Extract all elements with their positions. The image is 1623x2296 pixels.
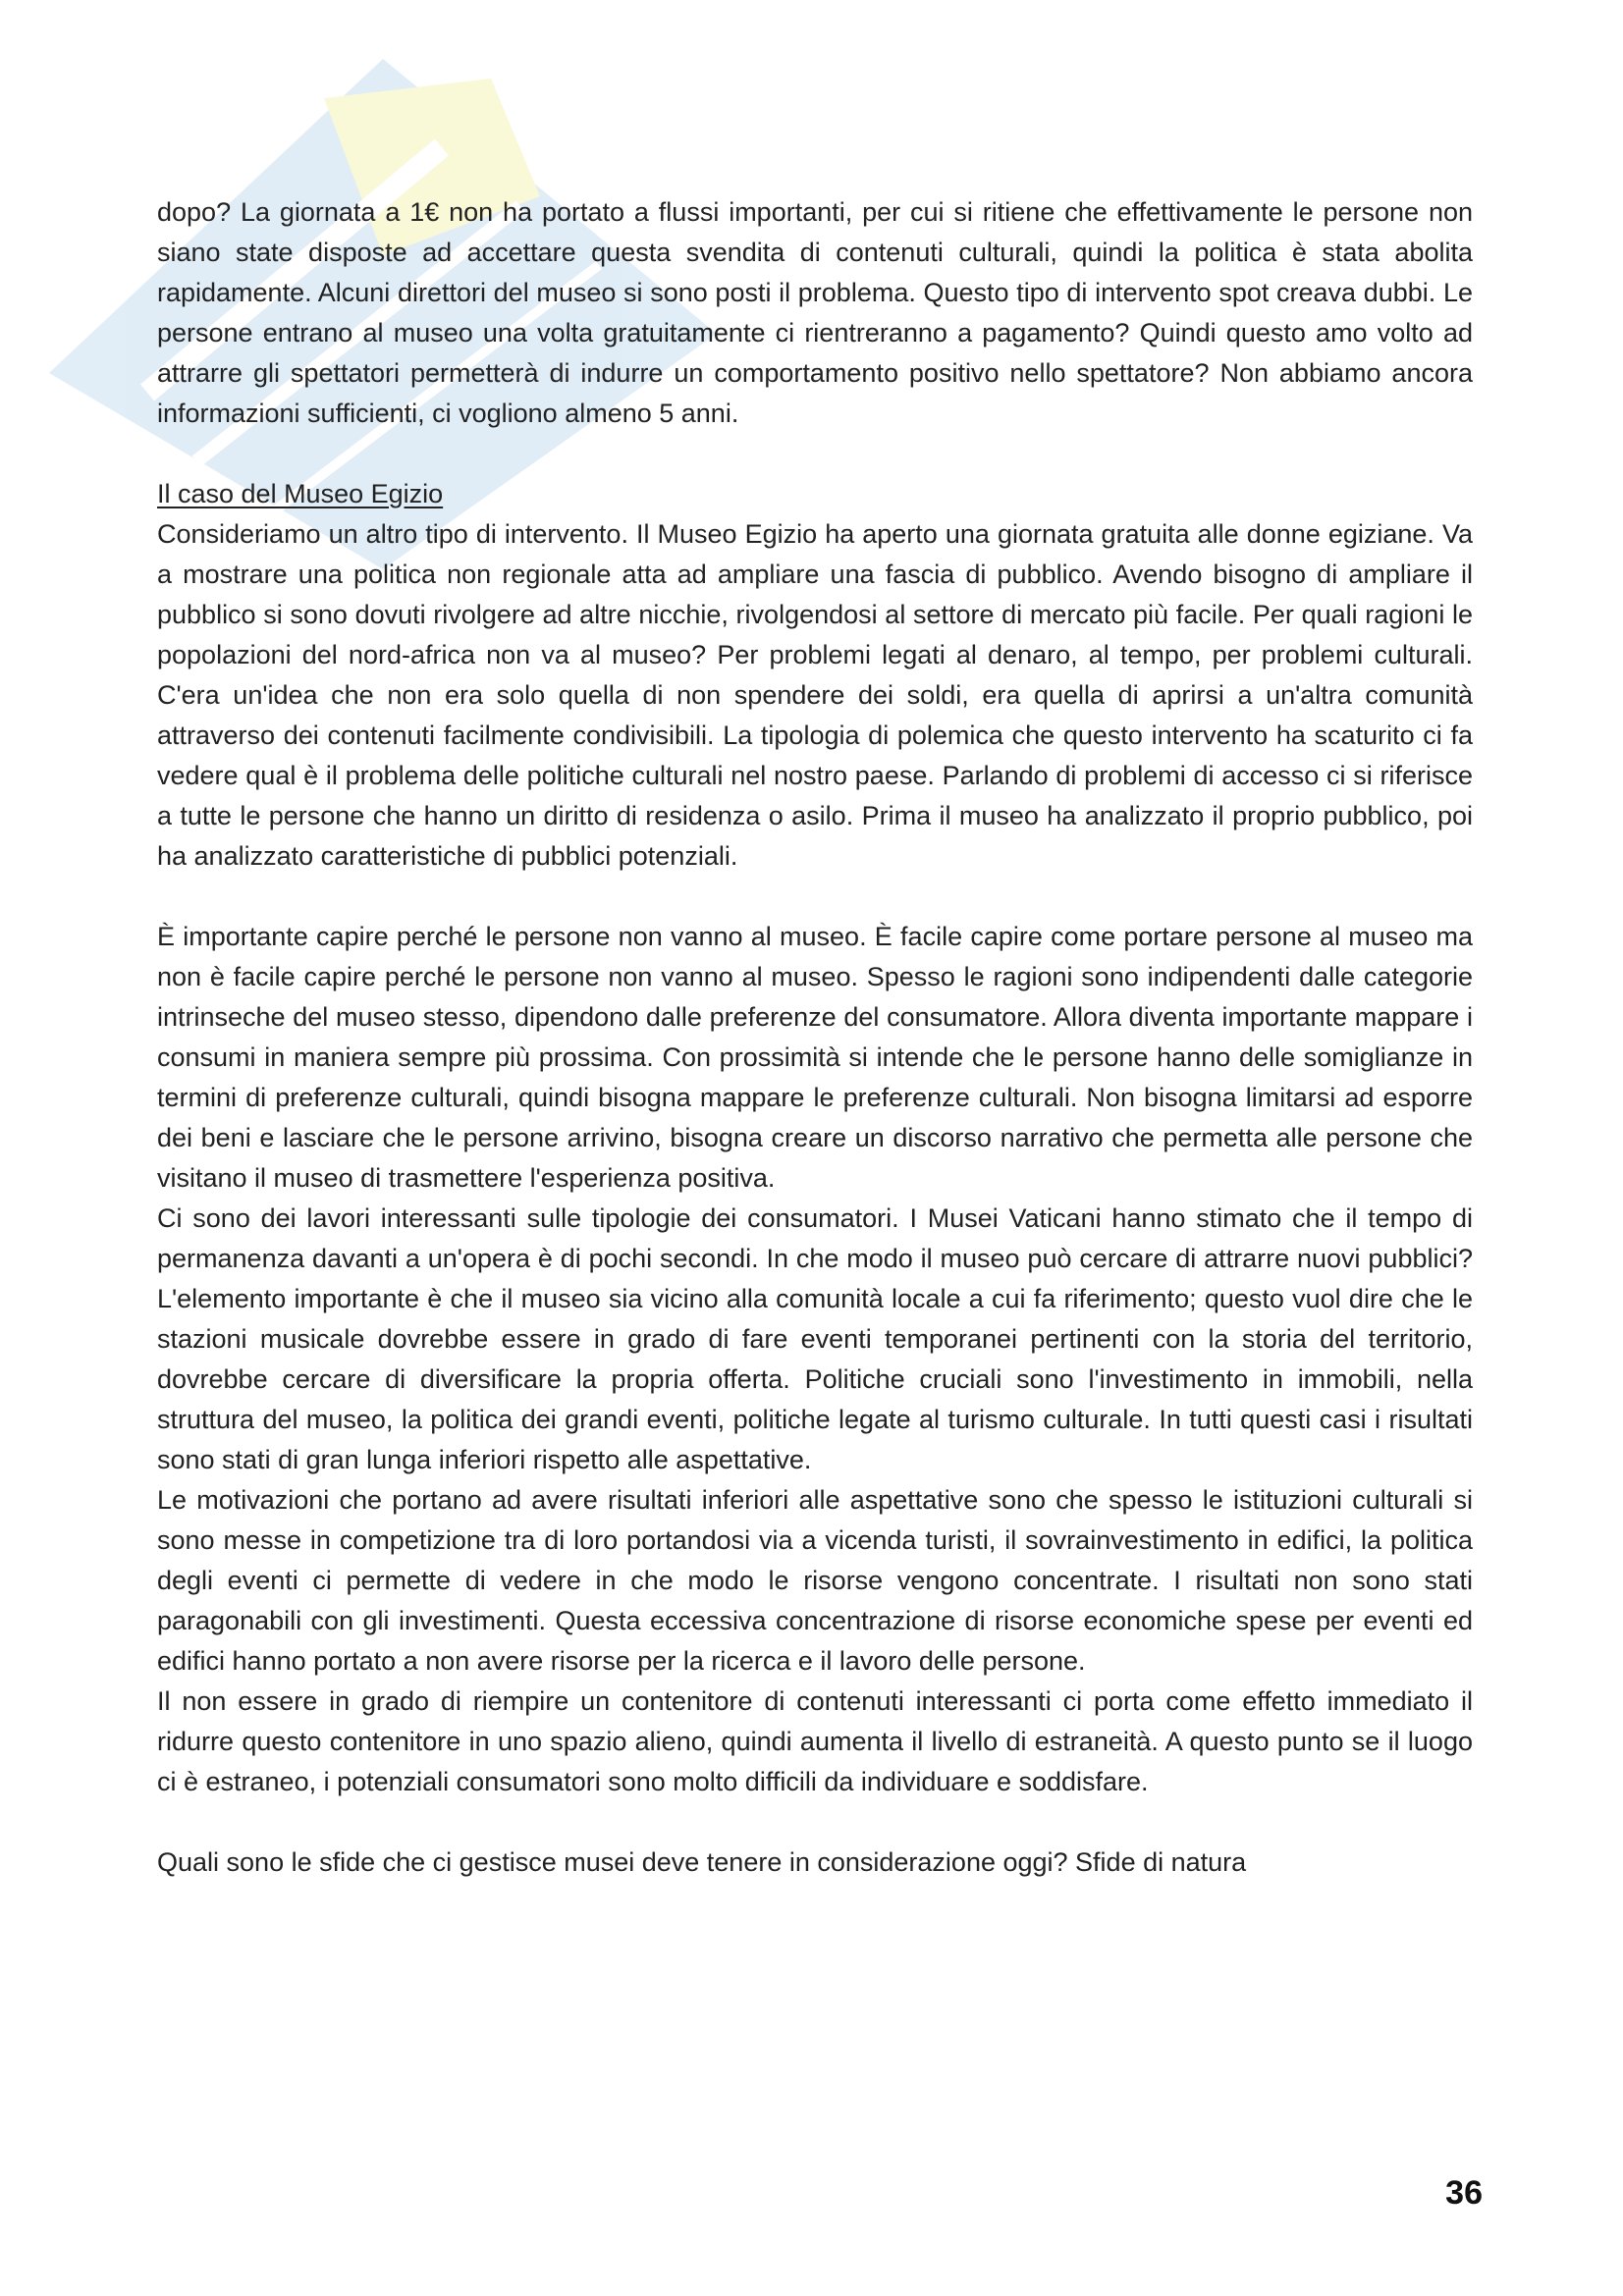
paragraph-2: Consideriamo un altro tipo di intervento. Il Museo Egizio ha aperto una giornata gratuita alle donne egiziane. Va a mostrare una politica non regionale atta ad ampliare una fascia di pubblico. Avendo bisogno di ampliare il pubblico si sono dovuti rivolgere ad altre nicchie, rivolgendosi al settore di mercato più facile. Per quali ragioni le popolazioni del nord-africa non va al museo? Per problemi legati al denaro, al tempo, per problemi culturali. C'era un'idea che non era solo quella di non spendere dei soldi, era quella di aprirsi a un'altra comunità attraverso dei contenuti facilmente condivisibili. La tipologia di polemica che questo intervento ha scaturito ci fa vedere qual è il problema delle politiche culturali nel nostro paese. Parlando di problemi di accesso ci si riferisce a tutte le persone che hanno un diritto di residenza o asilo. Prima il museo ha analizzato il proprio pubblico, poi ha analizzato caratteristiche di pubblici potenziali. [157, 519, 1473, 871]
paragraph-1: dopo? La giornata a 1€ non ha portato a flussi importanti, per cui si ritiene che effettivamente le persone non siano state disposte ad accettare questa svendita di contenuti culturali, quindi la politica è stata abolita rapidamente. Alcuni direttori del museo si sono posti il problema. Questo tipo di intervento spot creava dubbi. Le persone entrano al museo una volta gratuitamente ci rientreranno a pagamento? Quindi questo amo volto ad attrarre gli spettatori permetterà di indurre un comportamento positivo nello spettatore? Non abbiamo ancora informazioni sufficienti, ci vogliono almeno 5 anni. [157, 197, 1473, 428]
paragraph-4: Ci sono dei lavori interessanti sulle tipologie dei consumatori. I Musei Vaticani hanno stimato che il tempo di permanenza davanti a un'opera è di pochi secondi. In che modo il museo può cercare di attrarre nuovi pubblici? L'elemento importante è che il museo sia vicino alla comunità locale a cui fa riferimento; questo vuol dire che le stazioni musicale dovrebbe essere in grado di fare eventi temporanei pertinenti con la storia del territorio, dovrebbe cercare di diversificare la propria offerta. Politiche cruciali sono l'investimento in immobili, nella struttura del museo, la politica dei grandi eventi, politiche legate al turismo culturale. In tutti questi casi i risultati sono stati di gran lunga inferiori rispetto alle aspettative. [157, 1203, 1473, 1474]
paragraph-spacer [157, 1802, 1473, 1842]
page-number: 36 [1445, 2174, 1483, 2212]
paragraph-5: Le motivazioni che portano ad avere risultati inferiori alle aspettative sono che spesso le istituzioni culturali si sono messe in competizione tra di loro portandosi via a vicenda turisti, il sovrainvestimento in edifici, la politica degli eventi ci permette di vedere in che modo le risorse vengono concentrate. I risultati non sono stati paragonabili con gli investimenti. Questa eccessiva concentrazione di risorse economiche spese per eventi ed edifici hanno portato a non avere risorse per la ricerca e il lavoro delle persone. [157, 1485, 1473, 1676]
paragraph-3: È importante capire perché le persone non vanno al museo. È facile capire come portare persone al museo ma non è facile capire perché le persone non vanno al museo. Spesso le ragioni sono indipendenti dalle categorie intrinseche del museo stesso, dipendono dalle preferenze del consumatore. Allora diventa importante mappare i consumi in maniera sempre più prossima. Con prossimità si intende che le persone hanno delle somiglianze in termini di preferenze culturali, quindi bisogna mappare le preferenze culturali. Non bisogna limitarsi ad esporre dei beni e lasciare che le persone arrivino, bisogna creare un discorso narrativo che permetta alle persone che visitano il museo di trasmettere l'esperienza positiva. [157, 922, 1473, 1193]
paragraph-spacer [157, 434, 1473, 474]
paragraph-7: Quali sono le sfide che ci gestisce musei deve tenere in considerazione oggi? Sfide di natura [157, 1847, 1247, 1877]
section-heading-museo-egizio: Il caso del Museo Egizio [157, 479, 444, 508]
document-body [157, 192, 1473, 1883]
paragraph-spacer [157, 877, 1473, 917]
paragraph-6: Il non essere in grado di riempire un contenitore di contenuti interessanti ci porta come effetto immediato il ridurre questo contenitore in uno spazio alieno, quindi aumenta il livello di estraneità. A questo punto se il luogo ci è estraneo, i potenziali consumatori sono molto difficili da individuare e soddisfare. [157, 1686, 1473, 1796]
